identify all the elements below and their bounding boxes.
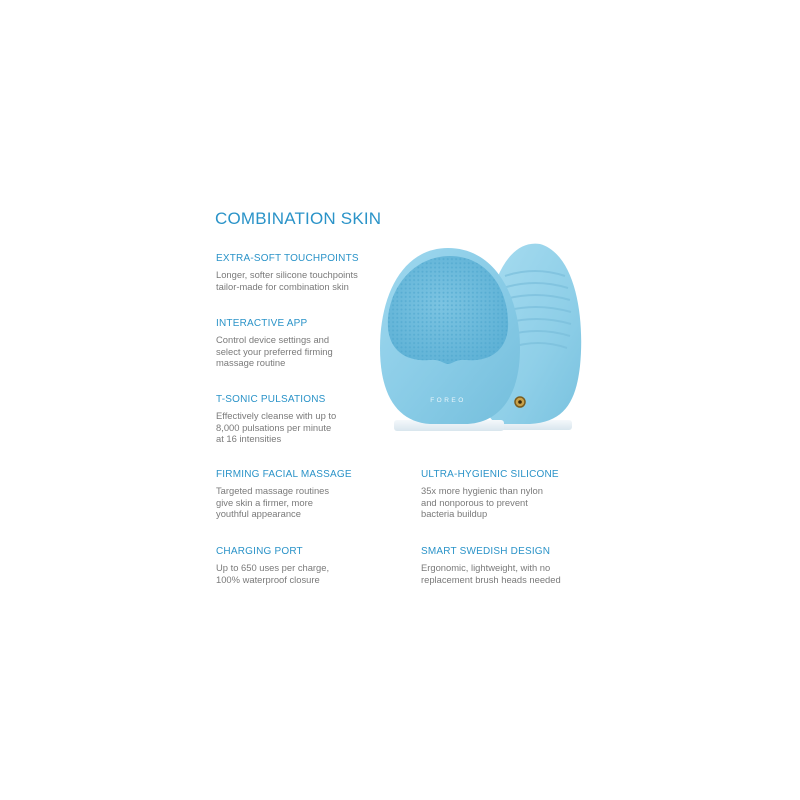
device-front-view bbox=[380, 248, 520, 431]
product-image-cleansing-device bbox=[370, 236, 590, 436]
page-title: COMBINATION SKIN bbox=[215, 209, 382, 228]
feature-description: Up to 650 uses per charge, 100% waterproof closure bbox=[216, 562, 330, 585]
feature-description: 35x more hygienic than nylon and nonporous to prevent bacteria buildup bbox=[421, 485, 543, 520]
feature-description: Longer, softer silicone touchpoints tailor-made for combination skin bbox=[216, 269, 358, 292]
feature-description: Control device settings and select your preferred firming massage routine bbox=[216, 334, 333, 369]
feature-extra-soft-touchpoints bbox=[216, 253, 391, 292]
feature-heading: EXTRA-SOFT TOUCHPOINTS bbox=[216, 253, 359, 264]
feature-heading: SMART SWEDISH DESIGN bbox=[421, 546, 551, 557]
device-logo: FOREO bbox=[430, 397, 466, 404]
feature-heading: INTERACTIVE APP bbox=[216, 318, 308, 329]
feature-heading: FIRMING FACIAL MASSAGE bbox=[216, 469, 352, 480]
feature-smart-swedish-design bbox=[421, 546, 596, 585]
feature-charging-port bbox=[216, 546, 391, 585]
feature-t-sonic-pulsations bbox=[216, 394, 391, 445]
feature-firming-facial-massage bbox=[216, 469, 391, 520]
feature-description: Targeted massage routines give skin a firmer, more youthful appearance bbox=[216, 485, 330, 520]
feature-heading: ULTRA-HYGIENIC SILICONE bbox=[421, 469, 559, 480]
feature-description: Effectively cleanse with up to 8,000 pulsations per minute at 16 intensities bbox=[216, 410, 337, 445]
feature-interactive-app bbox=[216, 318, 391, 369]
feature-ultra-hygienic-silicone bbox=[421, 469, 596, 520]
feature-heading: CHARGING PORT bbox=[216, 546, 303, 557]
feature-heading: T-SONIC PULSATIONS bbox=[216, 394, 326, 405]
feature-description: Ergonomic, lightweight, with no replacement brush heads needed bbox=[421, 562, 561, 585]
